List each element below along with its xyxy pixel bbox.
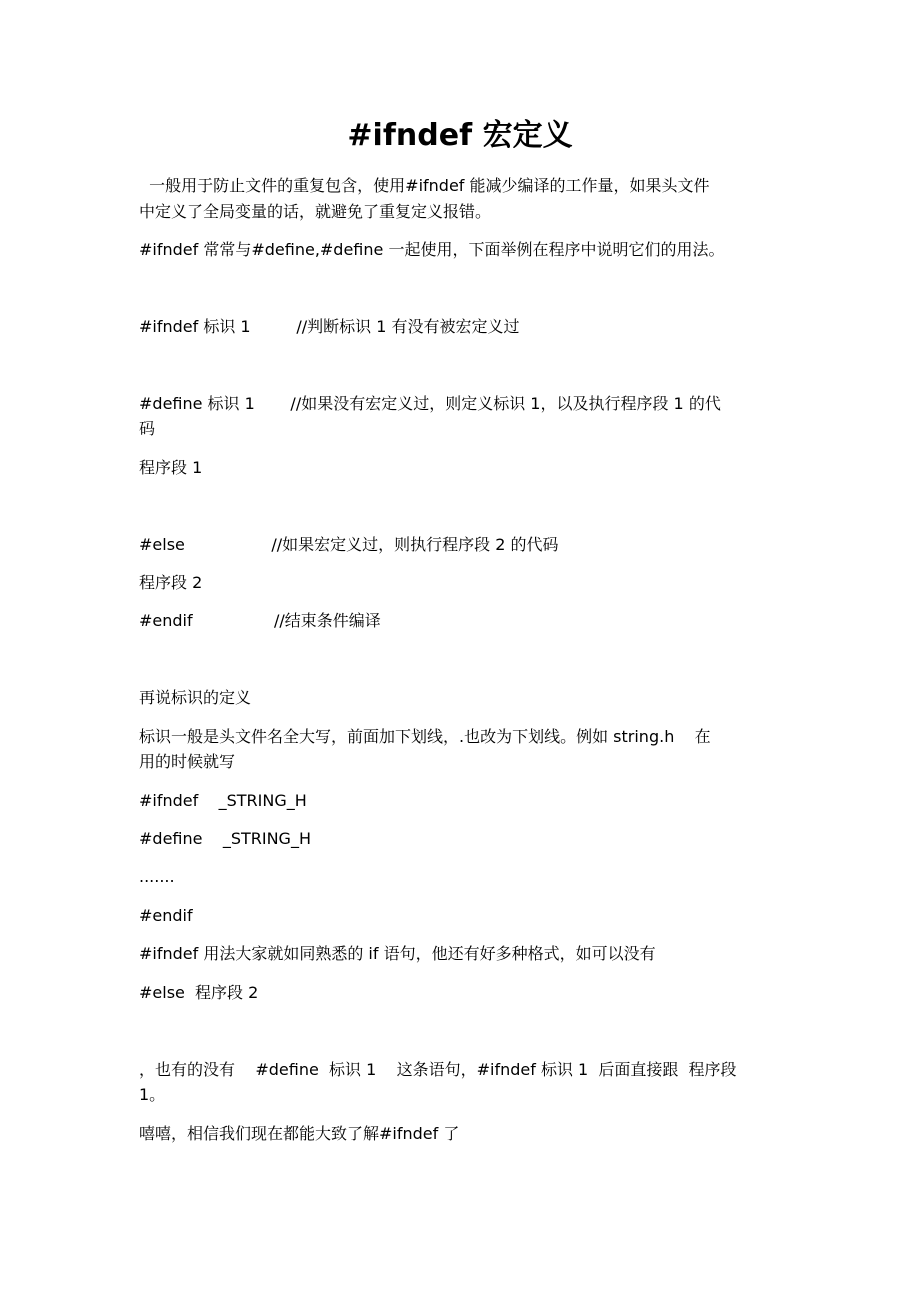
code-line: 程序段 1 [139,458,203,477]
code-line: 码 [139,419,156,438]
paragraph-line: 嘻嘻，相信我们现在都能大致了解#ifndef 了 [139,1124,460,1143]
code-line: #define 标识 1 //如果没有宏定义过，则定义标识 1，以及执行程序段 1 的代 [139,394,721,413]
code-line: ....... [139,867,175,886]
paragraph-line: 用的时候就写 [139,752,236,771]
paragraph-line: 1。 [139,1085,166,1104]
paragraph-line: #ifndef 用法大家就如同熟悉的 if 语句，他还有好多种格式，如可以没有 [139,944,656,963]
paragraph-line: 再说标识的定义 [139,688,252,707]
paragraph-line: #ifndef 常常与#define,#define 一起使用，下面举例在程序中说明它们的用法。 [139,240,725,259]
paragraph-line: ，也有的没有 #define 标识 1 这条语句，#ifndef 标识 1 后面直接跟 程序段 [139,1060,737,1079]
code-line: #endif //结束条件编译 [139,611,381,630]
paragraph-line: 一般用于防止文件的重复包含，使用#ifndef 能减少编译的工作量，如果头文件 [139,176,710,195]
code-line: 程序段 2 [139,573,203,592]
code-line: #else //如果宏定义过，则执行程序段 2 的代码 [139,535,559,554]
code-line: #ifndef _STRING_H [139,791,307,810]
document-title: #ifndef 宏定义 [347,118,573,153]
code-line: #define _STRING_H [139,829,311,848]
paragraph-line: #else 程序段 2 [139,983,259,1002]
code-line: #endif [139,906,193,925]
paragraph-line: 中定义了全局变量的话，就避免了重复定义报错。 [139,202,492,221]
paragraph-line: 标识一般是头文件名全大写，前面加下划线，.也改为下划线。例如 string.h 在 [139,727,711,746]
code-line: #ifndef 标识 1 //判断标识 1 有没有被宏定义过 [139,317,520,336]
